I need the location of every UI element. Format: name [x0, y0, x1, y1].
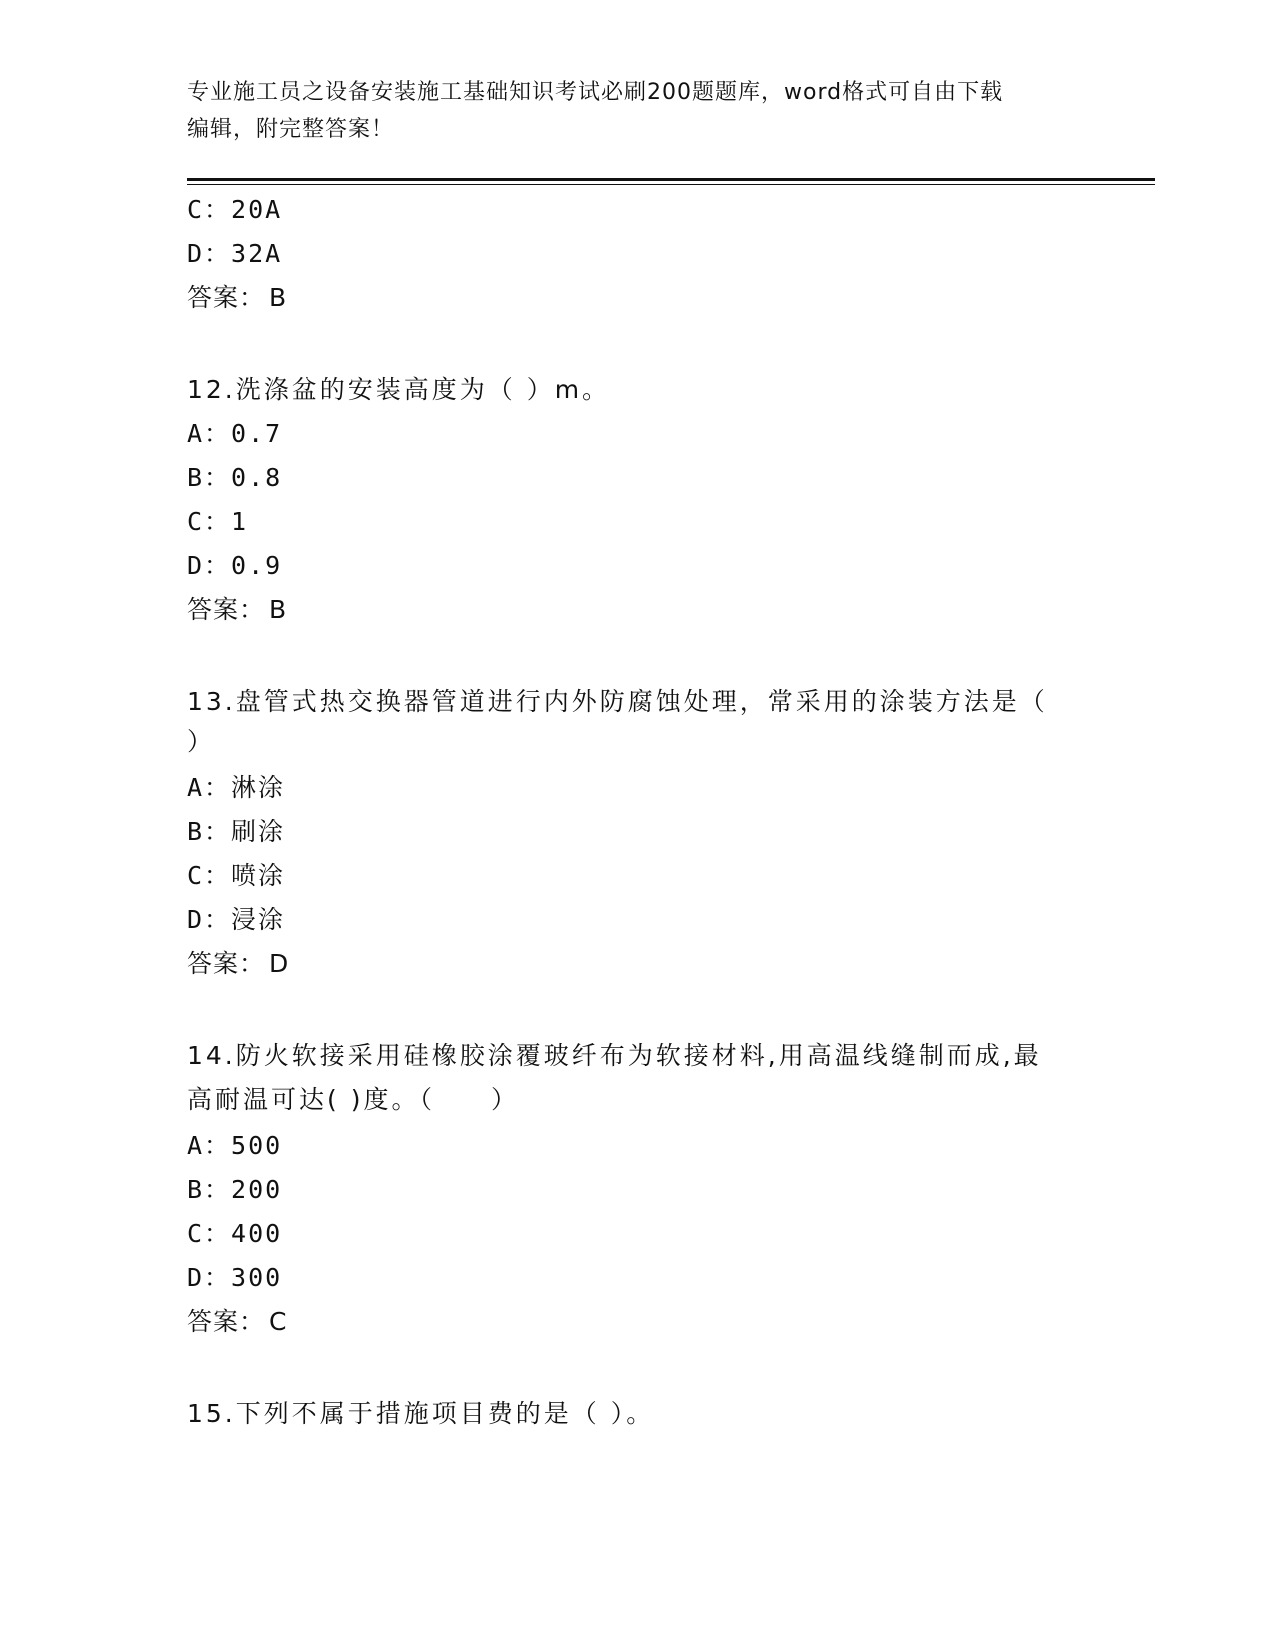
answer-label: 答案：: [187, 1307, 266, 1336]
question-15-text: 15.下列不属于措施项目费的是（ ）。: [187, 1399, 655, 1428]
option-b: B：0.8: [187, 463, 283, 492]
option-c: C：20A: [187, 195, 283, 224]
answer-value: B: [269, 283, 288, 312]
option-a: A：淋涂: [187, 773, 286, 802]
option-d: D：0.9: [187, 551, 283, 580]
option-d: D：32A: [187, 239, 283, 268]
answer-label: 答案：: [187, 949, 266, 978]
answer-line: [187, 282, 287, 314]
answer-label: 答案：: [187, 283, 266, 312]
answer-value: D: [269, 949, 290, 978]
header-rule-thin: [187, 184, 1155, 185]
option-c: C：喷涂: [187, 861, 286, 890]
header-rule-thick: [187, 178, 1155, 181]
option-c: C：400: [187, 1219, 283, 1248]
question-12-text: 12.洗涤盆的安装高度为（ ）m。: [187, 375, 611, 404]
header-line-1: 专业施工员之设备安装施工基础知识考试必刷200题题库，word格式可自由下载: [187, 80, 1004, 105]
answer-line: [187, 1306, 287, 1338]
option-c: C：1: [187, 507, 249, 536]
option-a: A：500: [187, 1131, 283, 1160]
question-13-text-cont: ）: [187, 727, 216, 756]
answer-label: 答案：: [187, 595, 266, 624]
question-13-text: 13.盘管式热交换器管道进行内外防腐蚀处理，常采用的涂装方法是（: [187, 687, 1048, 716]
option-b: B：刷涂: [187, 817, 286, 846]
answer-value: B: [269, 595, 288, 624]
answer-value: C: [269, 1307, 288, 1336]
option-a: A：0.7: [187, 419, 283, 448]
answer-line: [187, 594, 287, 626]
question-14-text-cont: 高耐温可达( )度。（ ）: [187, 1085, 519, 1114]
document-header: [187, 74, 1087, 148]
option-d: D：浸涂: [187, 905, 286, 934]
option-d: D：300: [187, 1263, 283, 1292]
question-14-text: 14.防火软接采用硅橡胶涂覆玻纤布为软接材料,用高温线缝制而成,最: [187, 1041, 1042, 1070]
answer-line: [187, 948, 289, 980]
header-line-2: 编辑，附完整答案！: [187, 117, 395, 142]
option-b: B：200: [187, 1175, 283, 1204]
